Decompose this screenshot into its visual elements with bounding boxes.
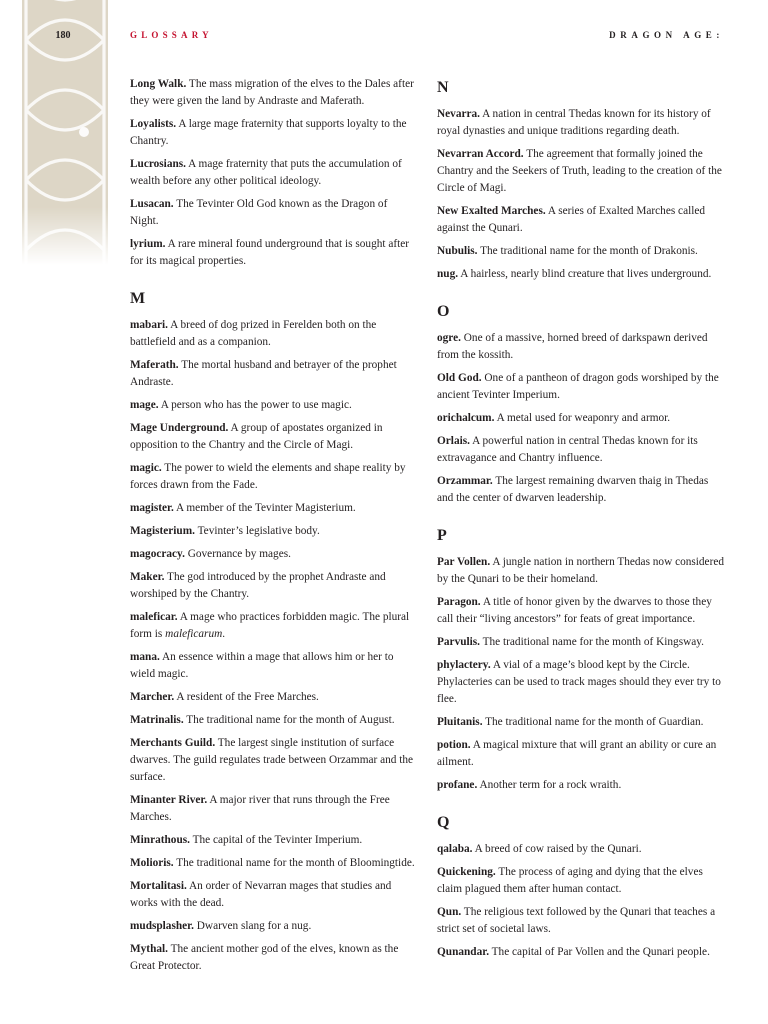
glossary-term: Quickening. bbox=[437, 866, 496, 878]
glossary-definition: The power to wield the elements and shape reality by forces drawn from the Fade. bbox=[130, 462, 406, 491]
glossary-entry bbox=[130, 357, 418, 391]
glossary-term: Long Walk. bbox=[130, 78, 187, 90]
glossary-entry bbox=[130, 317, 418, 351]
glossary-definition: The god introduced by the prophet Andraste and worshiped by the Chantry. bbox=[130, 571, 386, 600]
glossary-term: Qunandar. bbox=[437, 946, 490, 958]
glossary-definition: A series of Exalted Marches called against the Qunari. bbox=[437, 205, 706, 234]
glossary-entry bbox=[130, 855, 418, 872]
glossary-term: Magisterium. bbox=[130, 525, 195, 537]
glossary-definition: The Tevinter Old God known as the Dragon of Night. bbox=[130, 198, 388, 227]
glossary-definition: The mass migration of the elves to the Dales after they were given the land by Andraste and Maferath. bbox=[130, 78, 414, 107]
glossary-entry bbox=[130, 156, 418, 190]
glossary-entry bbox=[437, 370, 725, 404]
glossary-entry bbox=[130, 609, 418, 643]
section-letter-heading: Q bbox=[437, 814, 450, 831]
glossary-entry bbox=[130, 196, 418, 230]
glossary-definition: The traditional name for the month of Guardian. bbox=[482, 716, 704, 728]
glossary-entry bbox=[130, 500, 418, 517]
glossary-entry bbox=[437, 146, 725, 197]
glossary-term: Maker. bbox=[130, 571, 165, 583]
glossary-term: magister. bbox=[130, 502, 174, 514]
glossary-definition: One of a pantheon of dragon gods worshiped by the ancient Tevinter Imperium. bbox=[437, 372, 719, 401]
glossary-term: qalaba. bbox=[437, 843, 473, 855]
glossary-section bbox=[437, 526, 725, 794]
glossary-term: mabari. bbox=[130, 319, 168, 331]
glossary-definition: The religious text followed by the Qunari that teaches a strict set of societal laws. bbox=[437, 906, 716, 935]
glossary-term: phylactery. bbox=[437, 659, 491, 671]
glossary-term: nug. bbox=[437, 268, 459, 280]
glossary-definition: A hairless, nearly blind creature that lives underground. bbox=[458, 268, 712, 280]
glossary-term: mage. bbox=[130, 399, 159, 411]
glossary-term: potion. bbox=[437, 739, 471, 751]
glossary-definition: An order of Nevarran mages that studies and works with the dead. bbox=[130, 880, 392, 909]
glossary-entry bbox=[130, 878, 418, 912]
glossary-definition: The largest remaining dwarven thaig in Thedas and the center of dwarven leadership. bbox=[437, 475, 709, 504]
glossary-entry bbox=[437, 243, 725, 260]
glossary-term: Lusacan. bbox=[130, 198, 174, 210]
glossary-definition: The traditional name for the month of August. bbox=[183, 714, 395, 726]
running-head-glossary: GLOSSARY bbox=[130, 30, 213, 40]
section-letter-heading: O bbox=[437, 303, 450, 320]
glossary-entry bbox=[130, 832, 418, 849]
left-column bbox=[130, 76, 418, 994]
glossary-definition: The capital of the Tevinter Imperium. bbox=[189, 834, 363, 846]
glossary-section bbox=[437, 78, 725, 283]
glossary-definition: The largest single institution of surface dwarves. The guild regulates trade between Orzammar and the surface. bbox=[130, 737, 414, 783]
glossary-definition: Governance by mages. bbox=[184, 548, 291, 560]
glossary-entry bbox=[437, 841, 725, 858]
glossary-term: Lucrosians. bbox=[130, 158, 186, 170]
glossary-entry bbox=[437, 554, 725, 588]
glossary-term: Loyalists. bbox=[130, 118, 177, 130]
glossary-definition: A title of honor given by the dwarves to those they call their “living ancestors” for feats of great importance. bbox=[437, 596, 712, 625]
glossary-entry bbox=[437, 737, 725, 771]
glossary-term: Orzammar. bbox=[437, 475, 493, 487]
section-letter-heading: N bbox=[437, 79, 449, 96]
glossary-definition: A person who has the power to use magic. bbox=[158, 399, 352, 411]
glossary-section bbox=[130, 76, 418, 270]
glossary-definition: A powerful nation in central Thedas known for its extravagance and Chantry influence. bbox=[437, 435, 698, 464]
glossary-term: magocracy. bbox=[130, 548, 185, 560]
glossary-entry bbox=[437, 594, 725, 628]
glossary-section bbox=[437, 302, 725, 507]
glossary-term: Minanter River. bbox=[130, 794, 208, 806]
glossary-definition: A mage fraternity that puts the accumulation of wealth before any other political ideology. bbox=[130, 158, 402, 187]
glossary-term: Molioris. bbox=[130, 857, 174, 869]
glossary-section bbox=[130, 289, 418, 975]
glossary-term: Paragon. bbox=[437, 596, 481, 608]
glossary-entry bbox=[130, 546, 418, 563]
glossary-entry bbox=[130, 735, 418, 786]
glossary-entry bbox=[130, 649, 418, 683]
glossary-definition: An essence within a mage that allows him or her to wield magic. bbox=[130, 651, 394, 680]
glossary-definition: Tevinter’s legislative body. bbox=[194, 525, 320, 537]
glossary-entry bbox=[437, 410, 725, 427]
glossary-term: lyrium. bbox=[130, 238, 166, 250]
glossary-entry bbox=[130, 420, 418, 454]
glossary-entry bbox=[437, 864, 725, 898]
glossary-definition-italic: maleficarum bbox=[165, 628, 223, 640]
glossary-entry bbox=[437, 266, 725, 283]
glossary-term: Par Vollen. bbox=[437, 556, 491, 568]
glossary-definition: A metal used for weaponry and armor. bbox=[494, 412, 671, 424]
glossary-term: mudsplasher. bbox=[130, 920, 194, 932]
glossary-definition: A resident of the Free Marches. bbox=[174, 691, 319, 703]
page-number: 180 bbox=[55, 30, 71, 41]
running-head-book-title: DRAGON AGE: bbox=[609, 30, 724, 40]
glossary-term: orichalcum. bbox=[437, 412, 495, 424]
glossary-entry bbox=[130, 792, 418, 826]
glossary-term: Old God. bbox=[437, 372, 482, 384]
glossary-entry bbox=[130, 941, 418, 975]
glossary-definition: One of a massive, horned breed of darkspawn derived from the kossith. bbox=[437, 332, 708, 361]
glossary-entry bbox=[130, 76, 418, 110]
glossary-entry bbox=[437, 634, 725, 651]
glossary-definition: The capital of Par Vollen and the Qunari people. bbox=[489, 946, 710, 958]
glossary-term: Pluitanis. bbox=[437, 716, 483, 728]
glossary-entry bbox=[437, 714, 725, 731]
glossary-entry bbox=[130, 918, 418, 935]
glossary-term: Mage Underground. bbox=[130, 422, 229, 434]
glossary-entry bbox=[437, 944, 725, 961]
glossary-entry bbox=[130, 460, 418, 494]
glossary-term: Minrathous. bbox=[130, 834, 190, 846]
glossary-entry bbox=[437, 433, 725, 467]
glossary-entry bbox=[130, 236, 418, 270]
glossary-section bbox=[437, 813, 725, 961]
glossary-term: Marcher. bbox=[130, 691, 175, 703]
glossary-term: New Exalted Marches. bbox=[437, 205, 546, 217]
glossary-term: Mortalitasi. bbox=[130, 880, 187, 892]
glossary-definition: The agreement that formally joined the Chantry and the Seekers of Truth, leading to the creation of the Circle of Magi. bbox=[437, 148, 722, 194]
glossary-term: magic. bbox=[130, 462, 162, 474]
glossary-definition: A rare mineral found underground that is sought after for its magical properties. bbox=[130, 238, 410, 267]
glossary-definition: The process of aging and dying that the elves claim plagued them after human contact. bbox=[437, 866, 703, 895]
glossary-entry bbox=[437, 473, 725, 507]
glossary-term: maleficar. bbox=[130, 611, 178, 623]
glossary-definition: A member of the Tevinter Magisterium. bbox=[173, 502, 356, 514]
glossary-term: Matrinalis. bbox=[130, 714, 184, 726]
glossary-entry bbox=[130, 569, 418, 603]
glossary-entry bbox=[130, 712, 418, 729]
glossary-definition: A magical mixture that will grant an ability or cure an ailment. bbox=[437, 739, 717, 768]
glossary-term: profane. bbox=[437, 779, 478, 791]
glossary-definition: A breed of dog prized in Ferelden both on the battlefield and as a companion. bbox=[130, 319, 377, 348]
glossary-entry bbox=[130, 689, 418, 706]
glossary-entry bbox=[437, 904, 725, 938]
glossary-term: Maferath. bbox=[130, 359, 179, 371]
glossary-definition: Another term for a rock wraith. bbox=[477, 779, 622, 791]
glossary-entry bbox=[130, 523, 418, 540]
glossary-term: ogre. bbox=[437, 332, 461, 344]
glossary-definition: A large mage fraternity that supports loyalty to the Chantry. bbox=[130, 118, 407, 147]
glossary-term: Qun. bbox=[437, 906, 462, 918]
glossary-definition: The traditional name for the month of Kingsway. bbox=[480, 636, 705, 648]
glossary-term: Merchants Guild. bbox=[130, 737, 216, 749]
glossary-entry bbox=[437, 330, 725, 364]
glossary-definition: A group of apostates organized in opposition to the Chantry and the Circle of Magi. bbox=[130, 422, 383, 451]
glossary-term: mana. bbox=[130, 651, 160, 663]
glossary-definition: A breed of cow raised by the Qunari. bbox=[472, 843, 642, 855]
glossary-entry bbox=[130, 116, 418, 150]
glossary-term: Orlais. bbox=[437, 435, 470, 447]
glossary-entry bbox=[437, 106, 725, 140]
glossary-entry bbox=[437, 203, 725, 237]
glossary-definition: The ancient mother god of the elves, known as the Great Protector. bbox=[130, 943, 399, 972]
glossary-definition: A jungle nation in northern Thedas now considered by the Qunari to be their homeland. bbox=[437, 556, 724, 585]
glossary-term: Mythal. bbox=[130, 943, 168, 955]
right-column bbox=[437, 76, 725, 980]
section-letter-heading: M bbox=[130, 290, 146, 307]
glossary-definition: A major river that runs through the Free Marches. bbox=[130, 794, 390, 823]
glossary-definition-end: . bbox=[222, 628, 226, 640]
glossary-entry bbox=[130, 397, 418, 414]
glossary-entry bbox=[437, 657, 725, 708]
glossary-definition: A mage who practices forbidden magic. The plural form is bbox=[130, 611, 410, 640]
glossary-definition: A nation in central Thedas known for its history of royal dynasties and unique traditions regarding death. bbox=[437, 108, 711, 137]
glossary-term: Nubulis. bbox=[437, 245, 478, 257]
glossary-term: Nevarran Accord. bbox=[437, 148, 524, 160]
glossary-definition: The traditional name for the month of Drakonis. bbox=[477, 245, 698, 257]
section-letter-heading: P bbox=[437, 527, 447, 544]
glossary-definition: The mortal husband and betrayer of the prophet Andraste. bbox=[130, 359, 397, 388]
glossary-definition: Dwarven slang for a nug. bbox=[193, 920, 312, 932]
glossary-term: Parvulis. bbox=[437, 636, 480, 648]
glossary-definition: A vial of a mage’s blood kept by the Circle. Phylacteries can be used to track mages should they ever try to flee. bbox=[437, 659, 721, 705]
glossary-term: Nevarra. bbox=[437, 108, 480, 120]
glossary-definition: The traditional name for the month of Bloomingtide. bbox=[173, 857, 415, 869]
glossary-entry bbox=[437, 777, 725, 794]
